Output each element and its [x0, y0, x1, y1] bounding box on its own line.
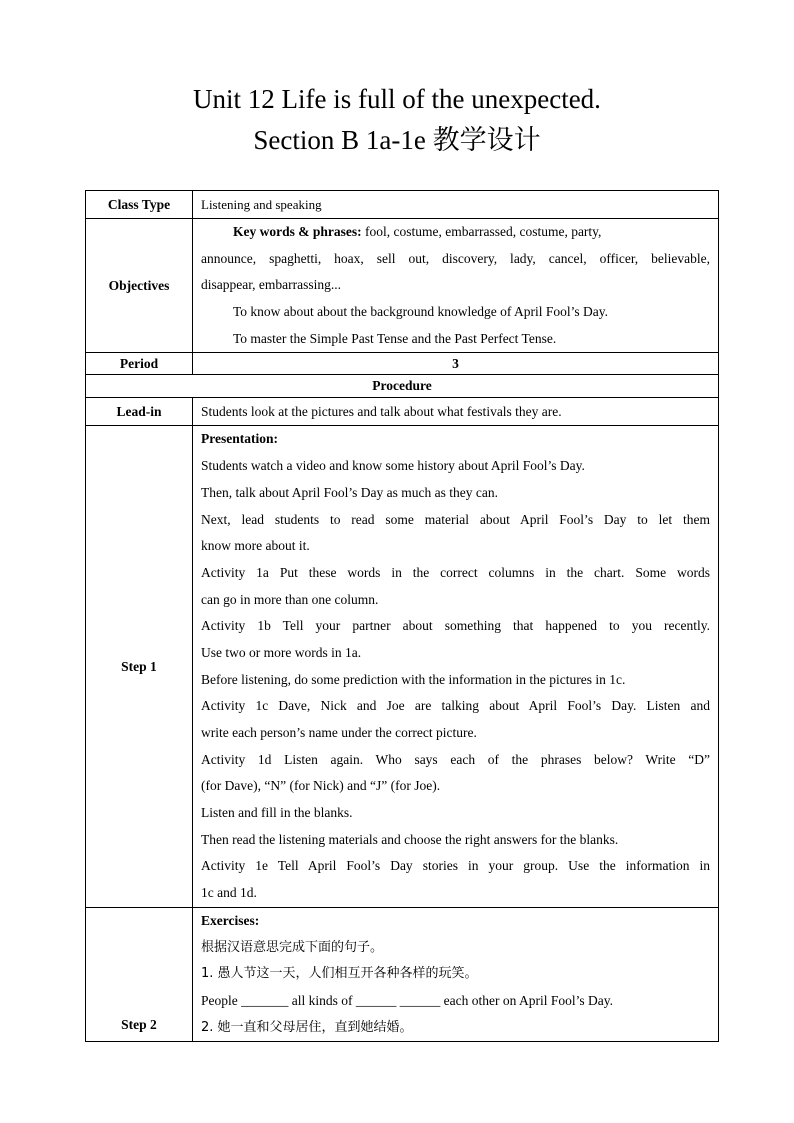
step1-line: Before listening, do some prediction with the information in the pictures in 1c. — [201, 671, 626, 687]
objectives-content — [193, 219, 719, 353]
period-row — [86, 353, 719, 375]
step2-heading: Exercises: — [201, 912, 260, 928]
step1-heading: Presentation: — [201, 431, 278, 447]
objective-goal-1: To know about about the background knowledge of April Fool’s Day. — [233, 304, 608, 320]
keywords-text-2: announce, spaghetti, hoax, sell out, discovery, lady, cancel, officer, believable, — [201, 250, 710, 266]
step1-line: Activity 1e Tell April Fool’s Day stories in your group. Use the information in — [201, 858, 710, 874]
class-type-value — [193, 191, 719, 219]
step2-item2: 2. 她一直和父母居住，直到她结婚。 — [201, 1019, 413, 1035]
step1-line: Activity 1b Tell your partner about something that happened to you recently. — [201, 618, 710, 634]
step1-line: Use two or more words in 1a. — [201, 644, 362, 660]
keywords-text-3: disappear, embarrassing... — [201, 277, 342, 293]
objectives-row — [86, 219, 719, 353]
keywords-line — [201, 219, 710, 246]
procedure-header: Procedure — [86, 375, 719, 398]
period-label: Period — [86, 353, 193, 375]
lead-in-label: Lead-in — [86, 398, 193, 426]
step1-line: Then, talk about April Fool’s Day as much as they can. — [201, 484, 498, 500]
step1-line: 1c and 1d. — [201, 885, 257, 901]
lesson-plan-table — [85, 190, 719, 1042]
period-value: 3 — [193, 353, 719, 375]
step2-row — [86, 907, 719, 1041]
step1-line: Activity 1c Dave, Nick and Joe are talking about April Fool’s Day. Listen and — [201, 698, 710, 714]
keywords-label: Key words & phrases: — [233, 224, 362, 239]
step1-line: Activity 1d Listen again. Who says each of the phrases below? Write “D” — [201, 751, 710, 767]
lead-in-text: Students look at the pictures and talk about what festivals they are. — [193, 398, 719, 426]
step1-line: write each person’s name under the correct picture. — [201, 725, 477, 740]
class-type-row — [86, 191, 719, 219]
step1-line: Listen and fill in the blanks. — [201, 805, 353, 821]
step2-label: Step 2 — [86, 907, 193, 1041]
step1-line: can go in more than one column. — [201, 591, 379, 607]
step2-content — [193, 907, 719, 1041]
step2-item1: 1. 愚人节这一天，人们相互开各种各样的玩笑。 — [201, 966, 478, 982]
document-title-line1: Unit 12 Life is full of the unexpected. — [193, 84, 601, 114]
class-type-label: Class Type — [86, 191, 193, 219]
step1-line: Then read the listening materials and choose the right answers for the blanks. — [201, 831, 619, 847]
objectives-label: Objectives — [86, 219, 193, 353]
keywords-text-1: fool, costume, embarrassed, costume, party, — [361, 224, 602, 239]
step1-content — [193, 426, 719, 907]
objective-goal-2: To master the Simple Past Tense and the Past Perfect Tense. — [233, 330, 557, 346]
lead-in-row — [86, 398, 719, 426]
step2-instruction: 根据汉语意思完成下面的句子。 — [201, 939, 384, 955]
step1-line: Next, lead students to read some material about April Fool’s Day to let them — [201, 511, 710, 527]
step2-item1-english: People _______ all kinds of ______ ______ each other on April Fool’s Day. — [201, 992, 613, 1008]
step1-label: Step 1 — [86, 426, 193, 907]
procedure-row — [86, 375, 719, 398]
step1-line: (for Dave), “N” (for Nick) and “J” (for Joe). — [201, 778, 441, 794]
step1-line: Activity 1a Put these words in the correct columns in the chart. Some words — [201, 564, 710, 580]
step1-line: know more about it. — [201, 538, 310, 554]
document-title-line2: Section B 1a-1e 教学设计 — [253, 125, 541, 155]
step1-row — [86, 426, 719, 907]
class-type-text: Listening and speaking — [201, 196, 322, 212]
step1-line: Students watch a video and know some history about April Fool’s Day. — [201, 458, 585, 474]
